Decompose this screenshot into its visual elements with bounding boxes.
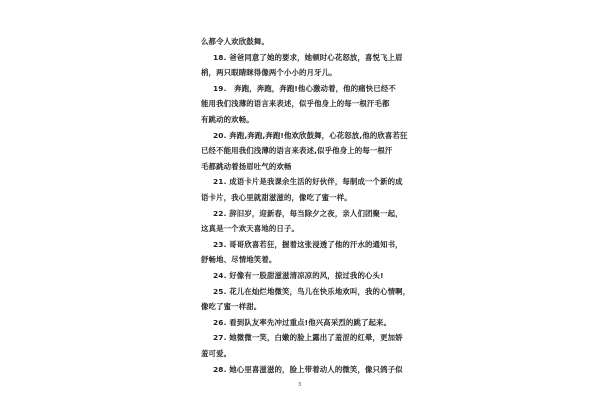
text-line: 这真是一个欢天喜地的日子。 bbox=[201, 224, 300, 234]
text-line: 能用我们浅薄的语言来表述，似乎他身上的每一根汗毛都 bbox=[201, 99, 390, 109]
text-line: 28. 她心里喜滋滋的，脸上带着动人的微笑，像只鸽子似 bbox=[213, 364, 403, 374]
page-number: 3 bbox=[298, 382, 302, 389]
text-line: 梢，两只眼睛眯得像两个小小的月牙儿。 bbox=[201, 68, 337, 78]
text-line: 羞可爱。 bbox=[201, 349, 232, 358]
text-line: 20. 奔跑,奔跑,奔跑!他欢欣鼓舞，心花怒放,他的欣喜若狂 bbox=[213, 130, 408, 140]
text-line: 毛都跳动着扬眉吐气的欢畅 bbox=[201, 161, 292, 171]
text-line: 么都令人欢欣鼓舞。 bbox=[201, 37, 269, 46]
text-line: 26. 看到队友率先冲过重点!他兴高采烈的跳了起来。 bbox=[213, 317, 392, 327]
text-line: 语卡片，我心里就甜滋滋的，像吃了蜜一样。 bbox=[201, 193, 352, 202]
text-line: 24. 好像有一股甜滋滋清凉凉的风，掠过我的心头! bbox=[213, 271, 384, 280]
text-line: 22. 辞旧岁，迎新春，每当除夕之夜，亲人们团聚一起， bbox=[213, 208, 403, 218]
text-line: 有跳动的欢畅。 bbox=[201, 115, 254, 124]
text-line: 舒畅地、尽情地笑着。 bbox=[201, 255, 277, 265]
text-line: 27. 她微微一笑，白嫩的脸上露出了羞涩的红晕，更加娇 bbox=[213, 333, 403, 343]
text-line: 19. 奔跑，奔跑，奔跑!他心激动着，他的痛快已经不 bbox=[213, 83, 396, 93]
text-line: 像吃了蜜一样甜。 bbox=[201, 302, 262, 312]
text-line: 已经不能用我们浅薄的语言来表述,似乎他身上的每一根汗 bbox=[201, 146, 393, 156]
text-line: 21. 成语卡片是我课余生活的好伙伴，每制成一个新的成 bbox=[213, 177, 403, 187]
text-line: 18. 爸爸同意了她的要求，她顿时心花怒放，喜悦飞上眉 bbox=[213, 52, 403, 62]
text-line: 25. 花儿在灿烂地微笑，鸟儿在快乐地欢叫，我的心情啊， bbox=[213, 286, 411, 296]
text-line: 23. 哥哥欣喜若狂，握着这张浸透了他的汗水的通知书， bbox=[213, 239, 403, 249]
